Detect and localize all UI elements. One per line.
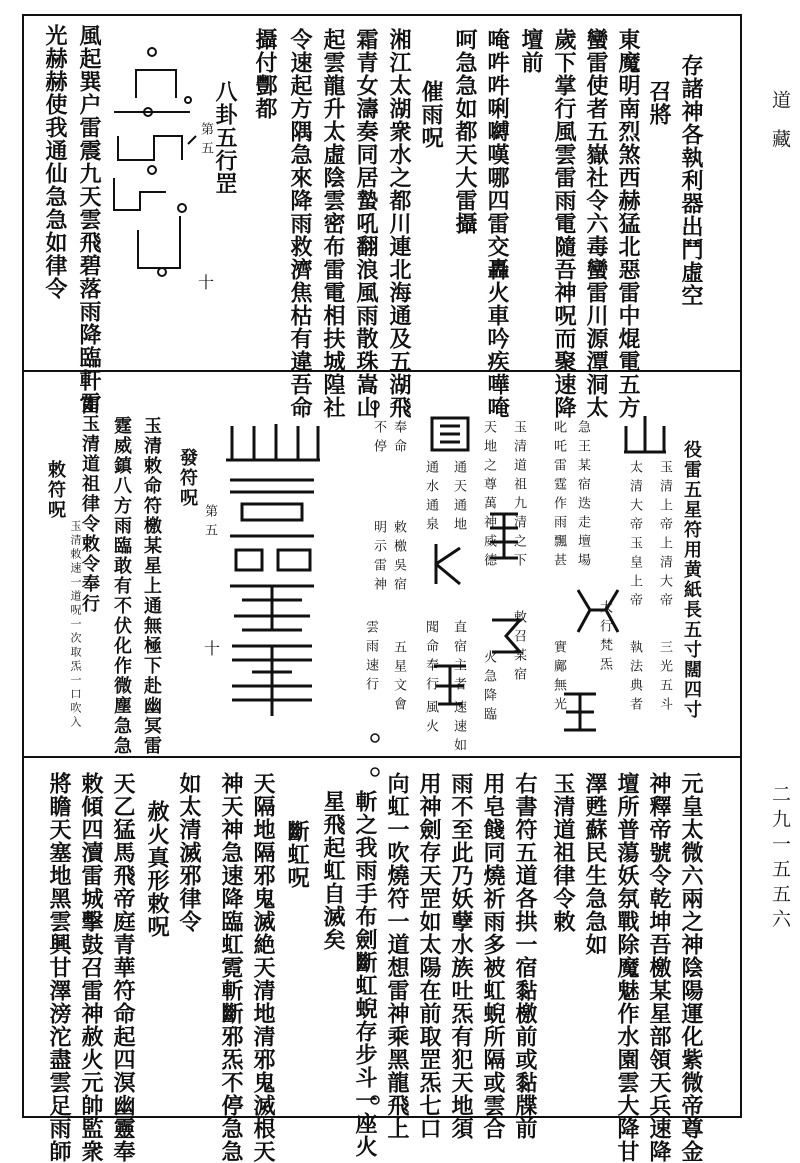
seal-glyph-5-icon — [428, 540, 468, 588]
top-col-1: 存諸神各執利器出鬥虛空 — [678, 54, 704, 307]
ring-markers-bottom — [368, 760, 382, 1120]
bot-col-16: 如太清滅邪律令 — [176, 772, 202, 933]
top-col-7: 唵吽吽唎嚩嘆哪四雷交轟火車吟疾嘩唵 — [484, 28, 510, 419]
seal-glyph-icon — [570, 580, 626, 640]
star-sub-label: 第五 — [198, 122, 213, 160]
mid-col-24: 五星文會 — [391, 640, 406, 716]
mid-col-3: 三光五斗 — [657, 640, 672, 716]
bot-col-6: 右書符五道各拱一宿黏檄前或黏牒前 — [512, 772, 538, 1140]
bot-col-1: 元皇太微六兩之神陰陽運化紫微帝尊金 — [678, 772, 704, 1163]
mid-col-15: 通水通泉 — [423, 460, 438, 536]
bot-col-12: 星飛起虹自滅矣 — [320, 790, 346, 951]
bot-col-13-heading: 斷虹呪 — [284, 820, 310, 889]
bot-col-2: 神釋帝號令乾坤吾檄某星部領天兵速降 — [646, 772, 672, 1163]
top-col-9-heading: 催雨呪 — [418, 80, 444, 149]
mid-col-9: 實鄺無光 — [551, 640, 566, 716]
mid-col-29: 如玉清道祖律令敕令奉行 — [79, 394, 100, 614]
mid-col-28: 霆威鎮八方雨臨敢有不伏化作微塵急急 — [111, 416, 132, 756]
top-col-2-heading: 召將 — [646, 80, 672, 126]
mid-col-18: 速速如 — [451, 700, 466, 757]
mid-col-5: 執法典者 — [627, 640, 642, 716]
top-col-5: 歲下掌行風雲雷雨電隨吾神呪而聚速降 — [551, 28, 577, 419]
bot-col-7: 用皂餞同燒祈雨多被虹蜺所隔或雲合 — [480, 772, 506, 1140]
seal-glyph-6-icon — [428, 660, 472, 710]
top-col-12: 起雲龍升太虛陰雲密布雷電相扶城隍社 — [320, 28, 346, 419]
mid-col-14: 通天通地 — [451, 460, 466, 536]
mid-col-12: 敕召某宿 — [511, 610, 526, 686]
mid-col-21: 不停 — [371, 420, 386, 458]
seal-glyph-3-icon — [484, 510, 524, 562]
mid-col-7: 急王某宿迭走壇場 — [575, 420, 590, 572]
bot-col-17-heading: 赦火真形敕呪 — [144, 800, 170, 938]
page-number: 二九一五五六 — [769, 784, 791, 934]
star-diagram — [100, 40, 210, 290]
seal-jade-icon — [560, 690, 600, 734]
bot-col-8: 雨不至此乃妖孽水族吐炁有犯天地須 — [448, 772, 474, 1140]
mid-col-26-heading: 發符呪 — [177, 448, 198, 508]
top-col-15-heading: 八卦五行罡 — [212, 80, 238, 195]
top-col-6: 壇前 — [518, 28, 544, 74]
book-title: 道藏 — [769, 90, 791, 168]
seal-glyph-4-icon — [486, 612, 526, 658]
mid-sub-label: 第五 — [202, 504, 217, 542]
bot-col-20: 將瞻天塞地黑雲興甘澤滂沱盡雲足雨師 — [46, 772, 72, 1163]
mid-col-27: 玉清敕命符檄某星上通無極下赴幽冥雷 — [141, 416, 162, 756]
top-col-3: 東魔明南烈煞西赫猛北惡雷中焜電五方 — [615, 28, 641, 419]
mid-col-16: 直宿主者 — [451, 620, 466, 696]
bot-col-19: 敕傾四瀆雷城擊鼓召雷神赦火元帥監衆 — [78, 772, 104, 1163]
top-col-11: 霜青女濤奏同居蟄吼翻浪風雨散珠嵩山 — [353, 28, 379, 419]
bot-col-9: 用神劍存天罡如太陽在前取罡炁七口 — [416, 772, 442, 1140]
top-col-13: 令速起方隅急來降雨救濟焦枯有違吾命 — [287, 28, 313, 419]
mid-col-31: 玉清敕速一道呪一次取炁一口吹入 — [69, 520, 82, 730]
tall-talisman-icon — [222, 420, 322, 720]
section-divider-bottom — [22, 756, 742, 758]
mid-col-23: 明示雷神 — [371, 520, 386, 596]
top-col-14: 攝付酆都 — [252, 28, 278, 120]
plus-mark-middle: 十 — [204, 639, 221, 658]
top-col-8: 呵急急如都天大雷攝 — [452, 28, 478, 235]
mid-col-20: 奉命 — [391, 420, 406, 458]
plus-mark-top: 十 — [198, 273, 215, 292]
bot-col-14: 天隔地隔邪鬼滅絶天清地清邪鬼滅根天 — [250, 772, 276, 1163]
top-col-17: 光赫赫使我通仙急急如律令 — [42, 24, 68, 300]
mid-col-1-title: 役雷五星符用黄紙長五寸闊四寸 — [681, 440, 702, 720]
mid-col-13: 火急降臨 — [481, 650, 496, 726]
mid-col-11: 天地之尊萬神威德 — [481, 420, 496, 572]
mid-col-10: 玉清道祖九清之下 — [511, 420, 526, 572]
bot-col-11: 斬之我雨手布劍斷虹蜺存步斗一座火 — [352, 790, 378, 1158]
seal-glyph-2-icon — [428, 412, 472, 456]
mid-col-8: 叱吒雷霆作雨飄甚 — [551, 420, 566, 572]
mid-col-17: 聞命奉行 — [423, 620, 438, 696]
top-col-10: 湘江太湖衆水之都川連北海通及五湖飛 — [386, 28, 412, 419]
seal-mountain-icon — [620, 412, 670, 456]
mid-col-19: 風火 — [423, 700, 438, 738]
bot-col-4: 澤甦蘇民生急急如 — [582, 772, 608, 956]
bot-col-5: 玉清道祖律令敕 — [550, 772, 576, 933]
bot-col-18: 天乙猛馬飛帝庭青華符命起四溟幽靈奉 — [110, 772, 136, 1163]
mid-col-22: 敕檄吳宿 — [391, 520, 406, 596]
mid-col-30-heading: 敕符呪 — [45, 460, 66, 520]
mid-col-2: 玉清上帝上清大帝 — [657, 460, 672, 612]
top-col-16: 風起巽户雷震九天雲飛碧落雨降臨軒雷 — [76, 24, 102, 415]
mid-col-4: 太清大帝玉皇上帝 — [627, 460, 642, 612]
ring-markers — [368, 398, 382, 758]
bot-col-10: 向虹一吹燒符一道想雷神乘黑龍飛上 — [384, 772, 410, 1140]
mid-col-25: 雲雨速行 — [363, 620, 378, 696]
bot-col-3: 壇所普蕩妖氛戰除魔魅作水園雲大降甘 — [614, 772, 640, 1163]
bot-col-15: 神天神急速降臨虹霓斬斷邪炁不停急急 — [218, 772, 244, 1163]
top-col-4: 蠻雷使者五嶽社令六毒蠻雷川源潭洞太 — [583, 28, 609, 419]
mid-col-6: 大行梵炁 — [597, 600, 612, 676]
